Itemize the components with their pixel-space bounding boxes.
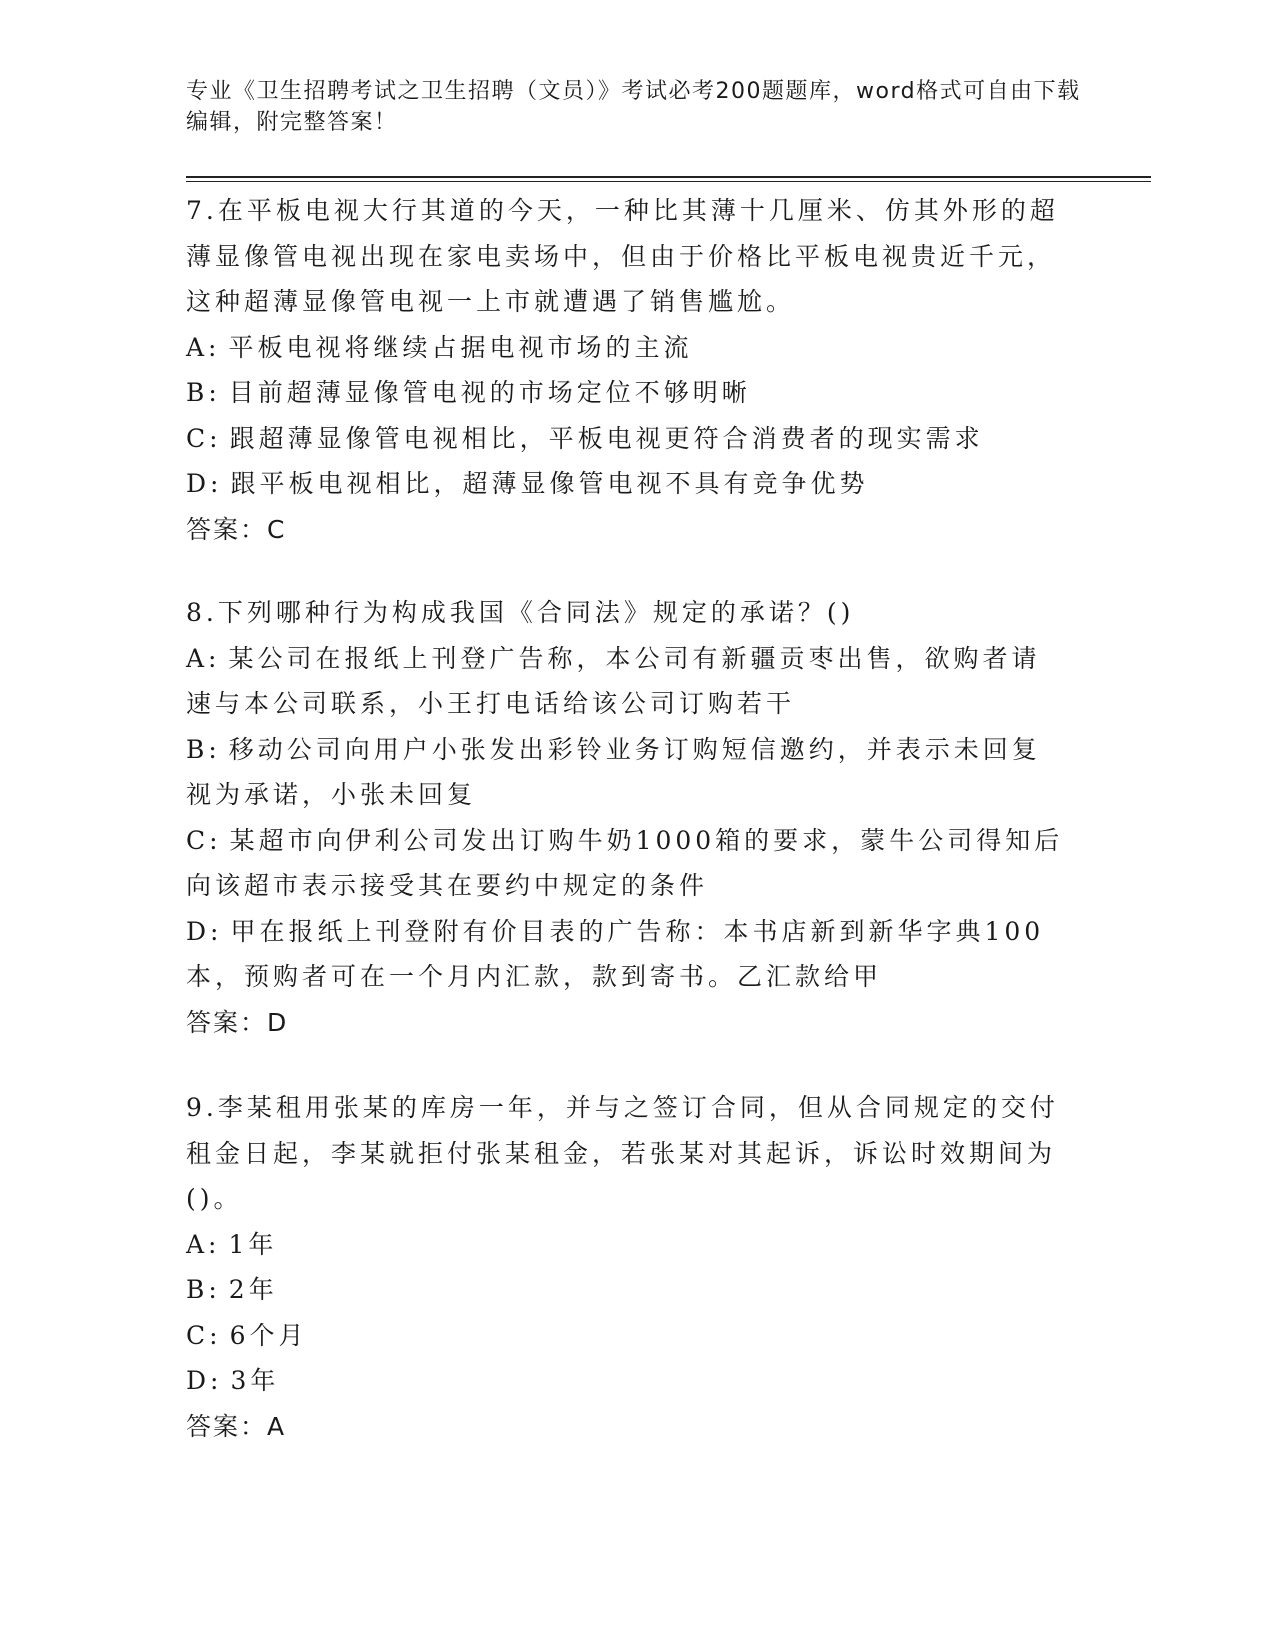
option-a: [186, 636, 1066, 727]
header-divider-thin: [186, 181, 1151, 182]
header-divider-thick: [186, 176, 1151, 178]
option-letter: B:: [186, 734, 221, 764]
option-b: [186, 1267, 1066, 1313]
option-b: [186, 370, 1066, 416]
option-d: [186, 1358, 1066, 1404]
option-text: 跟超薄显像管电视相比，平板电视更符合消费者的现实需求: [229, 423, 984, 453]
option-letter: C:: [186, 825, 222, 855]
option-c: [186, 818, 1066, 909]
option-letter: C:: [186, 423, 222, 453]
option-d: [186, 909, 1066, 1000]
question-text: 8.下列哪种行为构成我国《合同法》规定的承诺？(): [186, 598, 855, 627]
option-text: 目前超薄显像管电视的市场定位不够明晰: [228, 378, 751, 407]
option-text: 某公司在报纸上刊登广告称，本公司有新疆贡枣出售，欲购者请速与本公司联系，小王打电话给该公司订购若干: [186, 643, 1041, 718]
option-letter: A:: [186, 1229, 221, 1259]
answer: 答案：C: [186, 514, 287, 544]
document-header: 专业《卫生招聘考试之卫生招聘（文员）》考试必考200题题库，word格式可自由下载编辑，附完整答案！: [186, 79, 1081, 135]
option-c: [186, 1313, 1066, 1359]
option-text: 2年: [228, 1275, 278, 1304]
option-text: 平板电视将继续占据电视市场的主流: [228, 332, 693, 362]
question-9: [186, 1085, 1066, 1449]
option-c: [186, 416, 1066, 462]
question-8: [186, 590, 1066, 1045]
option-letter: D:: [186, 916, 223, 946]
answer: 答案：D: [186, 1007, 289, 1037]
option-letter: D:: [186, 469, 223, 498]
option-text: 甲在报纸上刊登附有价目表的广告称：本书店新到新华字典100本，预购者可在一个月内汇款，款到寄书。乙汇款给甲: [186, 916, 1045, 991]
option-a: [186, 1222, 1066, 1268]
answer: 答案：A: [186, 1411, 287, 1441]
option-letter: A:: [186, 643, 221, 673]
question-text: 9.李某租用张某的库房一年，并与之签订合同，但从合同规定的交付租金日起，李某就拒付张某租金，若张某对其起诉，诉讼时效期间为()。: [186, 1093, 1059, 1213]
option-text: 3年: [230, 1366, 280, 1395]
option-b: [186, 727, 1066, 818]
option-text: 1年: [228, 1229, 278, 1259]
option-text: 跟平板电视相比，超薄显像管电视不具有竞争优势: [230, 469, 869, 498]
option-text: 移动公司向用户小张发出彩铃业务订购短信邀约，并表示未回复视为承诺，小张未回复: [186, 734, 1041, 809]
option-text: 某超市向伊利公司发出订购牛奶1000箱的要求，蒙牛公司得知后向该超市表示接受其在要约中规定的条件: [186, 825, 1064, 900]
option-d: [186, 461, 1066, 507]
option-letter: B:: [186, 1275, 221, 1304]
option-a: [186, 325, 1066, 371]
option-letter: B:: [186, 378, 221, 407]
option-letter: A:: [186, 332, 221, 362]
option-text: 6个月: [229, 1320, 308, 1350]
option-letter: D:: [186, 1366, 223, 1395]
question-text: 7.在平板电视大行其道的今天，一种比其薄十几厘米、仿其外形的超薄显像管电视出现在家电卖场中，但由于价格比平板电视贵近千元，这种超薄显像管电视一上市就遭遇了销售尴尬。: [186, 196, 1059, 316]
question-7: [186, 188, 1066, 552]
option-letter: C:: [186, 1320, 222, 1350]
